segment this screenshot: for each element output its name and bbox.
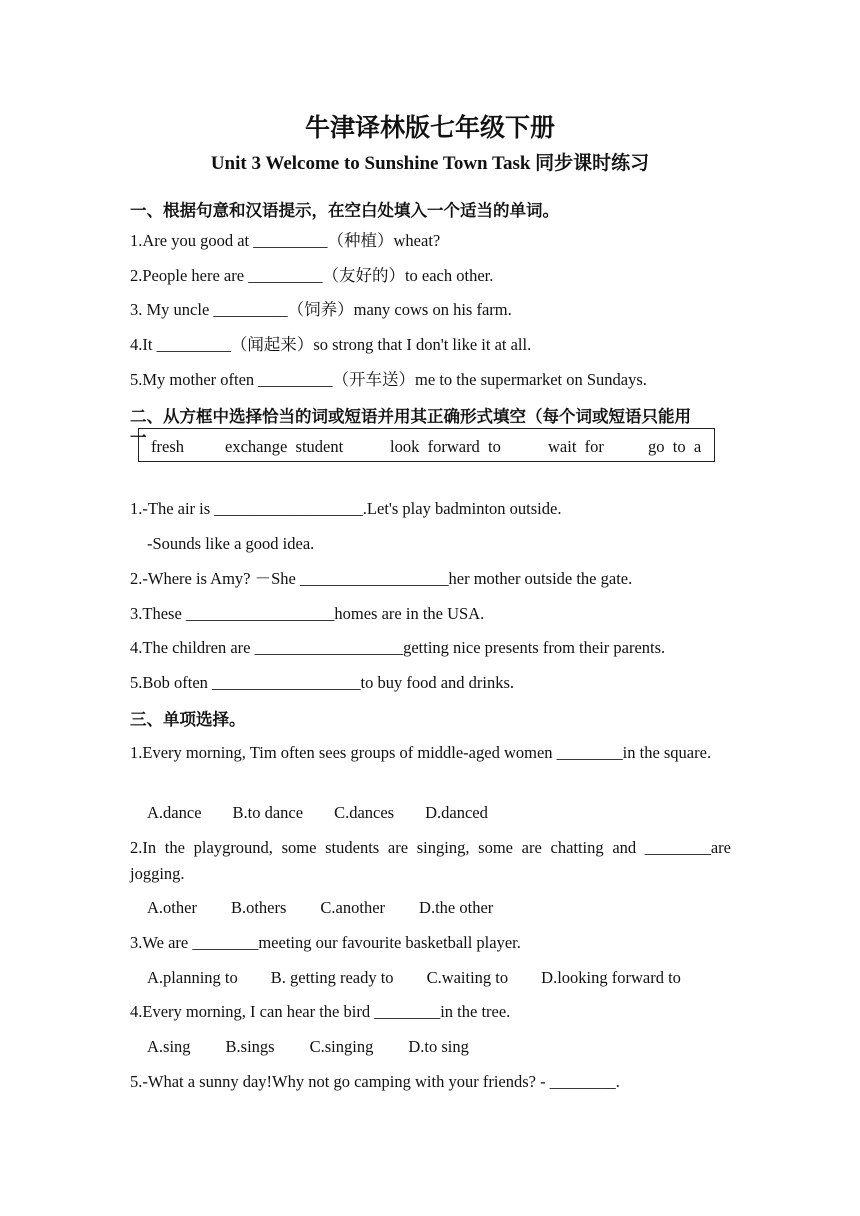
option-b[interactable]: B.sings [225,1037,275,1056]
word-box [138,428,715,462]
section1-item-2: 2.People here are _________（友好的）to each other. [130,266,494,285]
section2-item-5: 5.Bob often __________________to buy food and drinks. [130,673,515,692]
section3-heading: 三、单项选择。 [130,710,246,729]
question-5-stem: 5.-What a sunny day!Why not go camping with your friends? - ________. [130,1072,620,1091]
option-c[interactable]: C.singing [309,1037,374,1056]
option-b[interactable]: B.to dance [232,803,304,822]
question-2-stem: 2.In the playground, some students are singing, some are chatting and ________are jogging. [130,838,731,883]
word-box-item: exchange student [225,437,344,456]
option-b[interactable]: B. getting ready to [270,968,394,987]
question-3-options [147,966,714,990]
option-c[interactable]: C.waiting to [426,968,509,987]
word-box-item: wait for [548,437,604,456]
section2-item-1: 1.-The air is __________________.Let's play badminton outside. [130,499,562,518]
option-b[interactable]: B.others [230,898,287,917]
word-box-item: go to a [648,437,702,456]
section2-item-2: 2.-Where is Amy? －She __________________her mother outside the gate. [130,569,633,588]
section1-heading: 一、根据句意和汉语提示，在空白处填入一个适当的单词。 [130,201,559,220]
section1-item-1: 1.Are you good at _________（种植）wheat? [130,231,441,250]
question-1-options [147,801,519,825]
section2-heading-overflow: 一 [130,428,147,438]
option-c[interactable]: C.dances [334,803,395,822]
option-d[interactable]: D.looking forward to [541,968,681,987]
question-2-options [147,896,527,920]
option-a[interactable]: A.dance [147,803,202,822]
section2-item-1-reply: -Sounds like a good idea. [147,534,315,553]
word-box-item: look forward to [390,437,501,456]
question-4-stem: 4.Every morning, I can hear the bird ________in the tree. [130,1002,511,1021]
section1-item-3: 3. My uncle _________（饲养）many cows on his farm. [130,300,512,319]
section2-item-3: 3.These __________________homes are in the USA. [130,604,485,623]
question-1-stem: 1.Every morning, Tim often sees groups of middle-aged women ________in the square. [130,743,712,762]
question-3-stem: 3.We are ________meeting our favourite basketball player. [130,933,521,952]
section2-item-4: 4.The children are __________________getting nice presents from their parents. [130,638,666,657]
page-title: 牛津译林版七年级下册 [304,115,555,142]
option-a[interactable]: A.other [147,898,197,917]
question-4-options [147,1035,504,1059]
option-d[interactable]: D.to sing [408,1037,469,1056]
section1-item-5: 5.My mother often _________（开车送）me to the supermarket on Sundays. [130,370,647,389]
page-subtitle: Unit 3 Welcome to Sunshine Town Task 同步课时练习 [210,153,650,174]
option-d[interactable]: D.danced [425,803,488,822]
option-d[interactable]: D.the other [419,898,494,917]
word-box-item: fresh [151,437,184,456]
section2-heading: 二、从方框中选择恰当的词或短语并用其正确形式填空（每个词或短语只能用 [130,407,691,426]
option-a[interactable]: A.planning to [147,968,238,987]
option-c[interactable]: C.another [320,898,386,917]
section1-item-4: 4.It _________（闻起来）so strong that I don't like it at all. [130,335,532,354]
option-a[interactable]: A.sing [147,1037,191,1056]
